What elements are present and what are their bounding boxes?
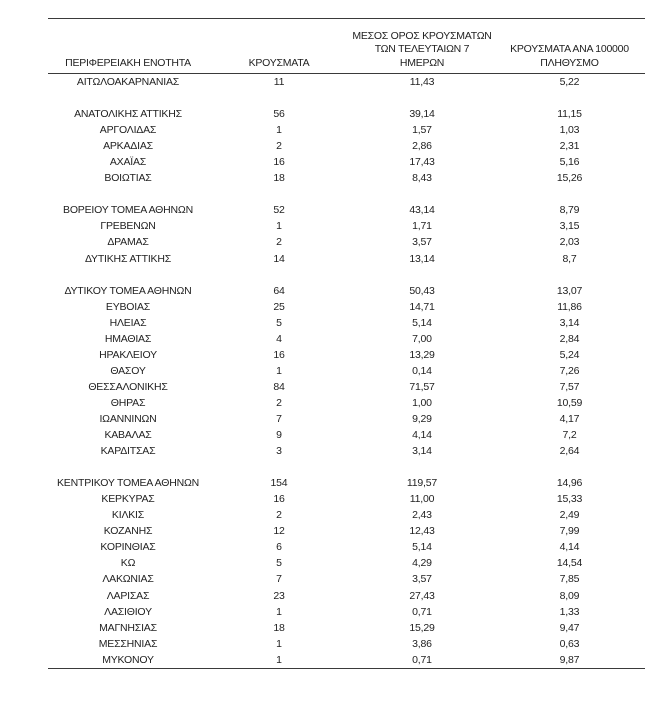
avg7-cell: 14,71 [409, 300, 435, 313]
avg7-cell: 13,29 [409, 348, 435, 361]
cases-cell: 7 [276, 413, 282, 425]
region-cell: ΔΡΑΜΑΣ [107, 236, 149, 249]
per100k-cell: 2,84 [559, 332, 580, 345]
region-cell: ΘΑΣΟΥ [110, 364, 146, 377]
cases-cell: 4 [276, 332, 282, 345]
avg7-cell: 43,14 [409, 204, 435, 217]
per100k-cell: 2,64 [559, 445, 580, 458]
avg7-cell: 5,14 [412, 316, 432, 329]
avg7-cell: 0,71 [412, 605, 432, 618]
cases-cell: 84 [273, 380, 285, 393]
per100k-cell: 13,07 [556, 284, 583, 297]
region-cell: ΚΑΒΑΛΑΣ [104, 429, 152, 442]
avg7-cell: 11,00 [409, 493, 435, 506]
table-row [48, 74, 645, 90]
column-header-per100k [494, 43, 645, 70]
table-row [48, 106, 645, 122]
region-cell: ΔΥΤΙΚΟΥ ΤΟΜΕΑ ΑΘΗΝΩΝ [64, 284, 192, 297]
cases-cell: 1 [276, 220, 282, 233]
avg7-cell: 12,43 [409, 525, 435, 538]
per100k-cell: 8,79 [559, 204, 580, 217]
region-cell: ΚΕΝΤΡΙΚΟΥ ΤΟΜΕΑ ΑΘΗΝΩΝ [56, 477, 200, 490]
table-row [48, 331, 645, 347]
region-cell: ΓΡΕΒΕΝΩΝ [100, 220, 156, 233]
per100k-cell: 14,54 [556, 557, 583, 570]
group-spacer [48, 90, 645, 106]
per100k-cell: 14,96 [556, 477, 583, 490]
table-row [48, 523, 645, 539]
cases-cell: 1 [276, 124, 282, 137]
per100k-cell: 10,59 [556, 396, 583, 409]
cases-cell: 2 [276, 509, 282, 522]
cases-cell: 14 [273, 252, 285, 265]
per100k-cell: 3,14 [559, 316, 580, 329]
cases-cell: 6 [276, 541, 282, 554]
avg7-cell: 4,29 [412, 557, 432, 570]
table-row [48, 652, 645, 668]
per100k-cell: 7,2 [562, 429, 577, 442]
column-header-per100k-line2: ΠΛΗΘΥΣΜΟ [540, 56, 599, 69]
per100k-cell: 2,31 [559, 140, 580, 153]
per100k-cell: 9,47 [559, 621, 580, 634]
table-row [48, 170, 645, 186]
table-row [48, 363, 645, 379]
column-header-avg7days-line2: ΤΩΝ ΤΕΛΕΥΤΑΙΩΝ 7 [374, 43, 470, 55]
region-cell: ΛΑΡΙΣΑΣ [106, 589, 150, 602]
region-cell: ΙΩΑΝΝΙΝΩΝ [99, 413, 157, 425]
avg7-cell: 2,43 [412, 509, 432, 522]
per100k-cell: 5,16 [559, 156, 580, 169]
table-row [48, 555, 645, 571]
region-cell: ΔΥΤΙΚΗΣ ΑΤΤΙΚΗΣ [84, 252, 172, 265]
per100k-cell: 7,85 [559, 573, 580, 586]
cases-cell: 56 [273, 108, 285, 121]
table-row [48, 491, 645, 507]
per100k-cell: 8,09 [559, 589, 580, 602]
region-cell: ΑΙΤΩΛΟΑΚΑΡΝΑΝΙΑΣ [76, 76, 180, 89]
cases-cell: 18 [273, 621, 285, 634]
avg7-cell: 17,43 [409, 156, 435, 169]
table-row [48, 379, 645, 395]
per100k-cell: 11,86 [557, 300, 582, 313]
cases-cell: 5 [276, 557, 282, 570]
region-cell: ΜΕΣΣΗΝΙΑΣ [98, 637, 158, 650]
column-header-cases-label: ΚΡΟΥΣΜΑΤΑ [248, 56, 310, 69]
cases-cell: 2 [276, 140, 282, 153]
avg7-cell: 5,14 [412, 541, 432, 554]
table-body [48, 74, 645, 668]
table-row [48, 202, 645, 218]
table-row [48, 620, 645, 636]
column-header-avg7days-line3: ΗΜΕΡΩΝ [399, 56, 445, 69]
region-cell: ΑΧΑΪΑΣ [109, 156, 147, 169]
region-cell: ΑΡΓΟΛΙΔΑΣ [99, 124, 157, 137]
cases-cell: 16 [273, 348, 285, 361]
cases-cell: 3 [276, 445, 282, 458]
avg7-cell: 3,57 [412, 236, 432, 249]
per100k-cell: 5,22 [559, 76, 580, 89]
region-cell: ΜΥΚΟΝΟΥ [102, 653, 154, 666]
avg7-cell: 2,86 [412, 140, 432, 153]
table-row [48, 283, 645, 299]
avg7-cell: 1,57 [412, 124, 432, 137]
table-row [48, 443, 645, 459]
cases-cell: 9 [276, 429, 282, 442]
cases-cell: 18 [273, 172, 285, 185]
avg7-cell: 119,57 [406, 477, 438, 490]
avg7-cell: 8,43 [412, 172, 432, 185]
table-row [48, 507, 645, 523]
per100k-cell: 11,15 [557, 108, 582, 121]
table-row [48, 122, 645, 138]
avg7-cell: 0,14 [412, 364, 432, 377]
region-cell: ΘΗΡΑΣ [110, 396, 146, 409]
column-header-cases [208, 57, 350, 71]
avg7-cell: 15,29 [409, 621, 435, 634]
column-header-avg7days [350, 30, 494, 71]
avg7-cell: 50,43 [409, 284, 435, 297]
avg7-cell: 3,14 [412, 445, 432, 458]
avg7-cell: 4,14 [412, 429, 432, 442]
per100k-cell: 5,24 [559, 348, 580, 361]
region-cell: ΑΡΚΑΔΙΑΣ [103, 140, 153, 153]
table-row [48, 315, 645, 331]
table-row [48, 347, 645, 363]
region-cell: ΜΑΓΝΗΣΙΑΣ [99, 621, 157, 634]
avg7-cell: 11,43 [409, 76, 435, 89]
per100k-cell: 2,49 [559, 509, 580, 522]
table-row [48, 636, 645, 652]
region-cell: ΒΟΙΩΤΙΑΣ [104, 172, 152, 185]
table-row [48, 395, 645, 411]
region-cell: ΛΑΣΙΘΙΟΥ [104, 605, 152, 618]
region-cell: ΚΑΡΔΙΤΣΑΣ [100, 445, 156, 458]
avg7-cell: 71,57 [409, 380, 435, 393]
per100k-cell: 1,33 [559, 605, 580, 618]
table-row [48, 475, 645, 491]
table-row [48, 218, 645, 234]
regional-cases-table [48, 18, 645, 669]
cases-cell: 154 [270, 477, 288, 490]
cases-cell: 2 [276, 236, 282, 249]
group-spacer [48, 267, 645, 283]
table-row [48, 539, 645, 555]
table-row [48, 588, 645, 604]
cases-cell: 64 [273, 284, 285, 297]
per100k-cell: 15,26 [556, 172, 583, 185]
cases-cell: 1 [276, 637, 282, 650]
table-row [48, 234, 645, 250]
region-cell: ΚΕΡΚΥΡΑΣ [101, 493, 155, 506]
avg7-cell: 39,14 [409, 108, 435, 121]
table-row [48, 251, 645, 267]
avg7-cell: 13,14 [409, 252, 435, 265]
region-cell: ΚΩ [120, 557, 136, 570]
per100k-cell: 9,87 [559, 653, 580, 666]
table-row [48, 299, 645, 315]
column-header-region [48, 57, 208, 71]
per100k-cell: 1,03 [559, 124, 580, 137]
cases-cell: 2 [276, 396, 282, 409]
cases-cell: 1 [276, 605, 282, 618]
table-row [48, 411, 645, 427]
region-cell: ΗΜΑΘΙΑΣ [104, 332, 152, 345]
table-row [48, 427, 645, 443]
table-row [48, 138, 645, 154]
region-cell: ΚΟΡΙΝΘΙΑΣ [100, 541, 156, 554]
group-spacer [48, 186, 645, 202]
table-row [48, 571, 645, 587]
cases-cell: 23 [273, 589, 285, 602]
avg7-cell: 3,57 [412, 573, 432, 586]
per100k-cell: 7,26 [559, 364, 580, 377]
cases-cell: 1 [276, 364, 282, 377]
cases-cell: 16 [273, 493, 285, 506]
region-cell: ΛΑΚΩΝΙΑΣ [102, 573, 154, 586]
per100k-cell: 7,57 [559, 380, 580, 393]
cases-cell: 5 [276, 316, 282, 329]
per100k-cell: 8,7 [562, 252, 577, 265]
region-cell: ΑΝΑΤΟΛΙΚΗΣ ΑΤΤΙΚΗΣ [74, 108, 182, 121]
group-spacer [48, 459, 645, 475]
cases-cell: 11 [273, 76, 285, 89]
per100k-cell: 2,03 [559, 236, 580, 249]
cases-cell: 16 [273, 156, 285, 169]
per100k-cell: 15,33 [556, 493, 583, 506]
per100k-cell: 4,17 [559, 413, 580, 425]
cases-cell: 25 [273, 300, 285, 313]
per100k-cell: 4,14 [559, 541, 580, 554]
column-header-avg7days-line1: ΜΕΣΟΣ ΟΡΟΣ ΚΡΟΥΣΜΑΤΩΝ [352, 29, 492, 42]
table-header-row [48, 19, 645, 74]
avg7-cell: 1,71 [412, 220, 432, 233]
column-header-per100k-line1: ΚΡΟΥΣΜΑΤΑ ΑΝΑ 100000 [510, 43, 629, 55]
avg7-cell: 1,00 [412, 396, 432, 409]
region-cell: ΒΟΡΕΙΟΥ ΤΟΜΕΑ ΑΘΗΝΩΝ [63, 204, 193, 217]
avg7-cell: 3,86 [412, 637, 432, 650]
cases-cell: 7 [276, 573, 282, 586]
region-cell: ΚΟΖΑΝΗΣ [103, 525, 153, 538]
column-header-region-label: ΠΕΡΙΦΕΡΕΙΑΚΗ ΕΝΟΤΗΤΑ [65, 56, 191, 69]
cases-cell: 1 [276, 653, 282, 666]
region-cell: ΘΕΣΣΑΛΟΝΙΚΗΣ [88, 380, 168, 393]
per100k-cell: 7,99 [559, 525, 580, 538]
cases-cell: 52 [273, 204, 285, 217]
table-row [48, 154, 645, 170]
cases-cell: 12 [273, 525, 285, 538]
avg7-cell: 0,71 [412, 653, 432, 666]
per100k-cell: 3,15 [559, 220, 580, 233]
avg7-cell: 27,43 [409, 589, 435, 602]
table-row [48, 604, 645, 620]
region-cell: ΚΙΛΚΙΣ [111, 509, 145, 522]
region-cell: ΕΥΒΟΙΑΣ [105, 300, 151, 313]
region-cell: ΗΡΑΚΛΕΙΟΥ [99, 348, 157, 361]
avg7-cell: 9,29 [412, 413, 432, 425]
region-cell: ΗΛΕΙΑΣ [109, 316, 147, 329]
avg7-cell: 7,00 [412, 332, 432, 345]
per100k-cell: 0,63 [559, 637, 580, 650]
